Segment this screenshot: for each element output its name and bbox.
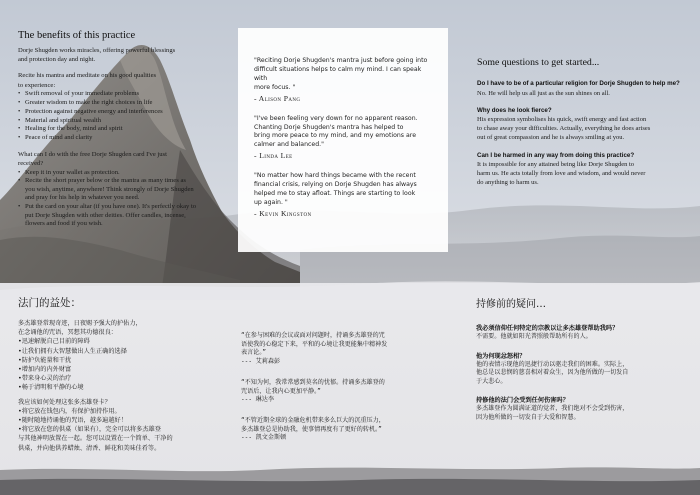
benefit-item-zh: •迅速解脱自己目前的障碍	[18, 338, 90, 346]
testimonial-quote-line: more focus. "	[254, 83, 296, 91]
questions-section-zh	[476, 295, 686, 433]
testimonials-card-en	[238, 28, 448, 252]
questions-title-zh: 持修前的疑问…	[476, 299, 546, 310]
card-tip-zh: •将它放在您的供桌（如果有），完全可以将多杰雄登	[18, 426, 161, 434]
benefit-item: • Protection against negative energy and interferences	[18, 108, 218, 117]
testimonial-quote-line: bring more peace to my mind, and my emotions are	[254, 132, 416, 140]
testimonial-author: - Kevin Kingston	[254, 208, 312, 218]
testimonial-quote-line: "Reciting Dorje Shugden's mantra just before going into	[254, 57, 428, 64]
testimonial-zh-line: 表言论。”	[241, 349, 266, 357]
questions-section-en	[477, 57, 683, 196]
testimonial-zh-author: --- 凯文金斯顿	[241, 434, 287, 442]
benefits-intro-line: Dorje Shugden works miracles, offering powerful blessings	[18, 47, 176, 54]
faq-answer-line: It is impossible for any attained being like Dorje Shugden to	[477, 161, 635, 169]
benefits-list	[18, 90, 218, 143]
faq-answer-zh-line: 于大悲心。	[476, 377, 507, 385]
card-tip-item	[18, 203, 218, 229]
faq-answer-line: His expression symbolises his quick, swift energy and fast action	[477, 116, 647, 124]
testimonial-zh-line: 咒语后，让我内心更加平静。”	[241, 387, 321, 395]
card-tip-item	[18, 169, 218, 178]
faq-question-zh: 他为何现忿怒相？	[476, 352, 526, 360]
testimonial-zh	[241, 332, 455, 367]
benefits-section-zh	[18, 295, 228, 453]
benefit-item: • Peace of mind and clarity	[18, 134, 218, 143]
benefit-item-zh: •让我们拥有大智慧做出人生正确的选择	[18, 347, 127, 355]
testimonial-zh-line: 语使我的心稳定下来，平和的心境让我更能集中精神发	[241, 340, 388, 348]
benefit-item-zh: •防护负能量和干扰	[18, 356, 72, 364]
faq-question-zh: 我必须信仰任何特定的宗教以让多杰雄登帮助我吗？	[476, 325, 619, 332]
testimonial-quote-line: "No matter how hard things became with the recent	[254, 172, 416, 180]
testimonial-quote-line: "I've been feeling very down for no apparent reason.	[254, 114, 418, 122]
faq-answer	[477, 160, 683, 187]
faq-question: Why does he look fierce?	[477, 106, 552, 114]
testimonial-author: - Alison Pang	[254, 93, 301, 103]
card-tip-text: flowers and food if you wish.	[25, 220, 103, 228]
faq-answer-zh	[476, 333, 686, 342]
faq-question-zh: 持修他的法门会受到任何伤害吗？	[476, 397, 569, 405]
benefit-item-zh: •畅于清明和平静的心境	[18, 384, 84, 392]
faq-answer-zh-line: 他总是以悲悯的慈喜相对着众生，因为他所做的一切发自	[476, 369, 629, 377]
faq-answer-zh	[476, 361, 686, 387]
testimonial-zh	[241, 417, 455, 443]
testimonial-zh	[241, 379, 455, 405]
testimonial-author: - Linda Lee	[254, 151, 293, 161]
faq-answer-line: out of great compassion and he is always smiling at you.	[477, 134, 625, 142]
card-tip-zh: •随时随地持诵他的咒语，越多遍越好！	[18, 417, 127, 425]
benefits-title-zh: 法门的益处：	[18, 297, 81, 309]
testimonial-quote-line: financial crisis, relying on Dorje Shugden has always	[254, 181, 417, 189]
faq-answer-line: to chase away your difficulties. Actually, everything he does arises	[477, 125, 651, 133]
benefit-item-zh: •增加内的内外财富	[18, 366, 72, 374]
testimonial-quote-line: Chanting Dorje Shugden's mantra has helped to	[254, 123, 404, 131]
benefit-item: • Swift removal of your immediate problems	[18, 90, 218, 99]
card-tip-text: and pray for his help in whatever you need.	[25, 194, 140, 202]
testimonial-quote-line: calmer and balanced."	[254, 141, 324, 149]
testimonial	[254, 172, 434, 218]
testimonial-quote-line: up again. "	[254, 198, 288, 206]
testimonial-zh-line: “不管近期全球的金融危机带来多么巨大的沉重压力，	[241, 416, 385, 424]
faq-question: Do I have to be of a particular religion for Dorje Shugden to help me?	[477, 80, 680, 87]
testimonials-zh	[241, 332, 455, 455]
card-question-line: What can I do with the free Dorje Shugden card I've just	[18, 151, 167, 159]
questions-title: Some questions to get started...	[477, 57, 600, 68]
testimonial-zh-line: “在参与困难的会议或面对问题时，持诵多杰雄登的咒	[241, 332, 385, 339]
benefits-intro-zh-line: 在念诵他的咒语，冥想其功德很良：	[18, 329, 117, 337]
card-tip-text: put Dorje Shugden with other deities. Offer candles, incense,	[25, 211, 186, 219]
faq-answer-zh-line: 不需要。他就如阳光普照般帮助所有的人。	[476, 333, 592, 340]
benefits-intro-line: and protection day and night.	[18, 56, 96, 64]
testimonial-zh-line: 多杰雄登总是协助我，使事情再度有了更好的转机。”	[241, 425, 382, 433]
faq-answer-zh-line: 他的表情示现他的迅捷行动以驱走我们的困难。实际上，	[476, 360, 629, 368]
testimonial-zh-line: “不知为何，我常常感到莫名的忧郁。持诵多杰雄登的	[241, 378, 385, 386]
faq-question: Can I be harmed in any way from doing this practice?	[477, 151, 635, 159]
benefits-intro-zh-line: 多杰雄登常现奇迹，日夜赐予强大的护佑力，	[18, 320, 142, 327]
benefit-item: • Healing for the body, mind and spirit	[18, 125, 218, 134]
faq-answer-zh-line: 多杰雄登作为圆满证道的觉者，我们绝对不会受到伤害，	[476, 405, 629, 413]
card-tip-text: Keep it in your wallet as protection.	[25, 168, 120, 176]
benefits-section-en	[18, 30, 218, 229]
testimonial-quote-line: difficult situations helps to calm my mind. I can speak with	[254, 65, 422, 82]
card-tip-zh: •将它放在钱包内，有保护加持作用。	[18, 407, 121, 415]
recite-intro-line: to experience:	[18, 81, 56, 89]
benefit-item: • Greater wisdom to make the right choices in life	[18, 99, 218, 108]
faq-answer-zh-line: 因为他所做的一切发自于大爱和智慧。	[476, 413, 580, 421]
card-question-zh: 我应该如何处理这张多杰雄登卡？	[18, 398, 111, 406]
card-tips-list	[18, 169, 218, 229]
benefits-intro	[18, 46, 218, 64]
faq-answer-zh	[476, 405, 686, 422]
faq-answer	[477, 89, 683, 98]
card-question-line: received?	[18, 160, 44, 168]
benefits-title: The benefits of this practice	[18, 30, 136, 41]
benefit-item: • Material and spiritual wealth	[18, 117, 218, 126]
benefit-item-zh: •带来身心灵的治疗	[18, 375, 72, 383]
card-tip-zh: 供桌，并向他供养蜡烛、清香、鲜花和美味佳肴等。	[18, 444, 161, 452]
testimonial	[254, 57, 434, 103]
testimonial-zh-author: --- 琳达李	[241, 396, 274, 404]
card-tip-text: Put the card on your altar (if you have one). It's perfectly okay to	[25, 203, 197, 211]
recite-intro-line: Recite his mantra and meditate on his good qualities	[18, 72, 157, 80]
card-tip-item	[18, 177, 218, 203]
card-tip-text: Recite the short prayer below or the mantra as many times as	[25, 177, 186, 185]
card-tip-text: you wish, anytime, anywhere! Think strongly of Dorje Shugden	[25, 185, 194, 193]
testimonial-quote-line: helped me to stay afloat. Things are starting to look	[254, 190, 416, 198]
faq-answer-line: harm us. He acts totally from love and wisdom, and would never	[477, 170, 646, 178]
faq-answer-line: do anything to harm us.	[477, 179, 539, 187]
testimonial-zh-author: --- 艾莉森彭	[241, 358, 281, 366]
testimonial	[254, 115, 434, 161]
faq-answer	[477, 115, 683, 142]
faq-answer-line: No. He will help us all just as the sun shines on all.	[477, 89, 610, 97]
card-tip-zh: 与其他神明放置在一起。您可以设置在一个简单、干净的	[18, 435, 173, 443]
